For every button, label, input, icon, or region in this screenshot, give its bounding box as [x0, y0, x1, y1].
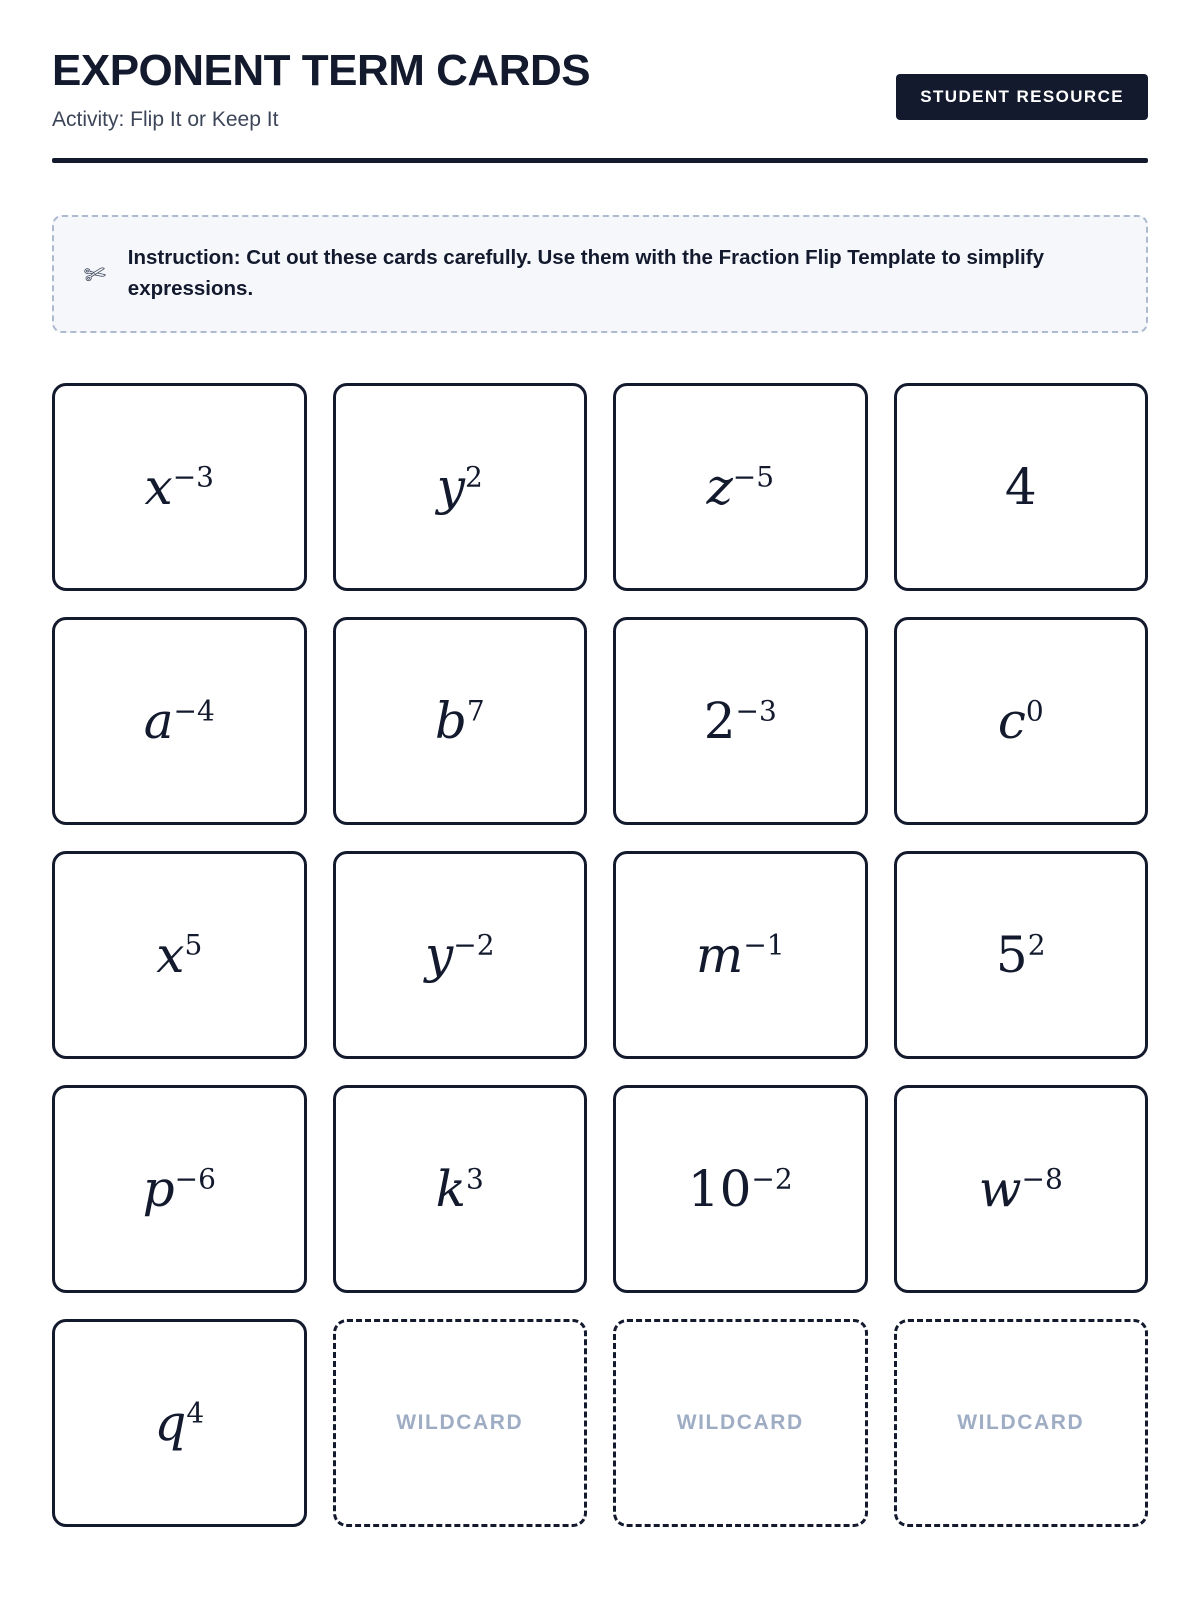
card-term — [997, 691, 1044, 750]
term-base: 2 — [703, 691, 736, 750]
term-card[interactable] — [613, 617, 868, 825]
term-card[interactable] — [52, 617, 307, 825]
term-base: y — [424, 925, 454, 984]
term-card[interactable] — [333, 851, 588, 1059]
term-base: x — [144, 457, 173, 516]
term-exponent: −4 — [173, 694, 215, 728]
term-base: m — [695, 925, 744, 984]
term-base: w — [978, 1159, 1022, 1218]
page-subtitle: Activity: Flip It or Keep It — [52, 108, 279, 132]
term-exponent: 5 — [184, 928, 203, 962]
card-term — [436, 457, 483, 516]
term-card[interactable] — [52, 383, 307, 591]
term-card[interactable] — [894, 617, 1149, 825]
card-term — [424, 925, 495, 984]
card-term — [687, 1159, 793, 1218]
card-grid — [52, 383, 1148, 1527]
card-term — [434, 691, 485, 750]
term-exponent: −2 — [453, 928, 495, 962]
page-title: EXPONENT TERM CARDS — [52, 46, 591, 95]
instruction-callout — [52, 215, 1148, 333]
term-base: 10 — [687, 1159, 752, 1218]
term-base: a — [143, 691, 174, 750]
term-card[interactable] — [894, 851, 1149, 1059]
term-exponent: 0 — [1025, 694, 1044, 728]
card-term — [695, 925, 785, 984]
term-base: y — [436, 457, 465, 516]
term-card[interactable] — [52, 1085, 307, 1293]
term-exponent: 2 — [1027, 928, 1046, 962]
card-term — [435, 1159, 484, 1218]
term-card[interactable] — [613, 383, 868, 591]
card-term — [1004, 457, 1037, 516]
term-exponent: −1 — [743, 928, 785, 962]
term-base: x — [156, 925, 185, 984]
wildcard-card[interactable] — [333, 1319, 588, 1527]
term-exponent: 4 — [186, 1396, 205, 1430]
term-base: p — [142, 1159, 175, 1218]
term-card[interactable] — [52, 851, 307, 1059]
card-term — [995, 925, 1046, 984]
card-term — [156, 925, 203, 984]
term-card[interactable] — [613, 851, 868, 1059]
header-divider — [52, 158, 1148, 163]
card-term — [144, 457, 214, 516]
term-exponent: −6 — [174, 1162, 216, 1196]
term-base: z — [706, 457, 733, 516]
term-exponent: 3 — [465, 1162, 484, 1196]
term-exponent: 7 — [466, 694, 485, 728]
term-exponent: −5 — [732, 460, 775, 494]
term-exponent: −8 — [1021, 1162, 1063, 1196]
document-header — [52, 48, 1148, 163]
term-card[interactable] — [333, 383, 588, 591]
term-base: c — [997, 691, 1026, 750]
card-term — [706, 457, 775, 516]
wildcard-label: WILDCARD — [957, 1410, 1085, 1434]
term-base: k — [435, 1159, 466, 1218]
card-term — [154, 1393, 205, 1452]
wildcard-card[interactable] — [613, 1319, 868, 1527]
term-exponent: −3 — [172, 460, 214, 494]
term-base: q — [154, 1393, 187, 1452]
wildcard-card[interactable] — [894, 1319, 1149, 1527]
card-term — [142, 1159, 216, 1218]
term-exponent: −2 — [751, 1162, 793, 1196]
wildcard-label: WILDCARD — [396, 1410, 524, 1434]
term-base: 4 — [1004, 457, 1037, 516]
term-card[interactable] — [52, 1319, 307, 1527]
term-exponent: −3 — [735, 694, 777, 728]
term-base: 5 — [995, 925, 1028, 984]
term-card[interactable] — [333, 617, 588, 825]
instruction-text: Instruction: Cut out these cards carefully. Use them with the Fraction Flip Template to simplify expressions. — [127, 246, 1044, 300]
status-badge: STUDENT RESOURCE — [896, 74, 1148, 120]
term-base: b — [434, 691, 467, 750]
term-card[interactable] — [894, 1085, 1149, 1293]
wildcard-label: WILDCARD — [676, 1410, 804, 1434]
card-term — [143, 691, 215, 750]
term-card[interactable] — [894, 383, 1149, 591]
card-term — [703, 691, 777, 750]
scissors-icon: ✄ — [81, 257, 109, 291]
term-card[interactable] — [333, 1085, 588, 1293]
card-term — [978, 1159, 1063, 1218]
term-card[interactable] — [613, 1085, 868, 1293]
term-exponent: 2 — [464, 460, 483, 494]
